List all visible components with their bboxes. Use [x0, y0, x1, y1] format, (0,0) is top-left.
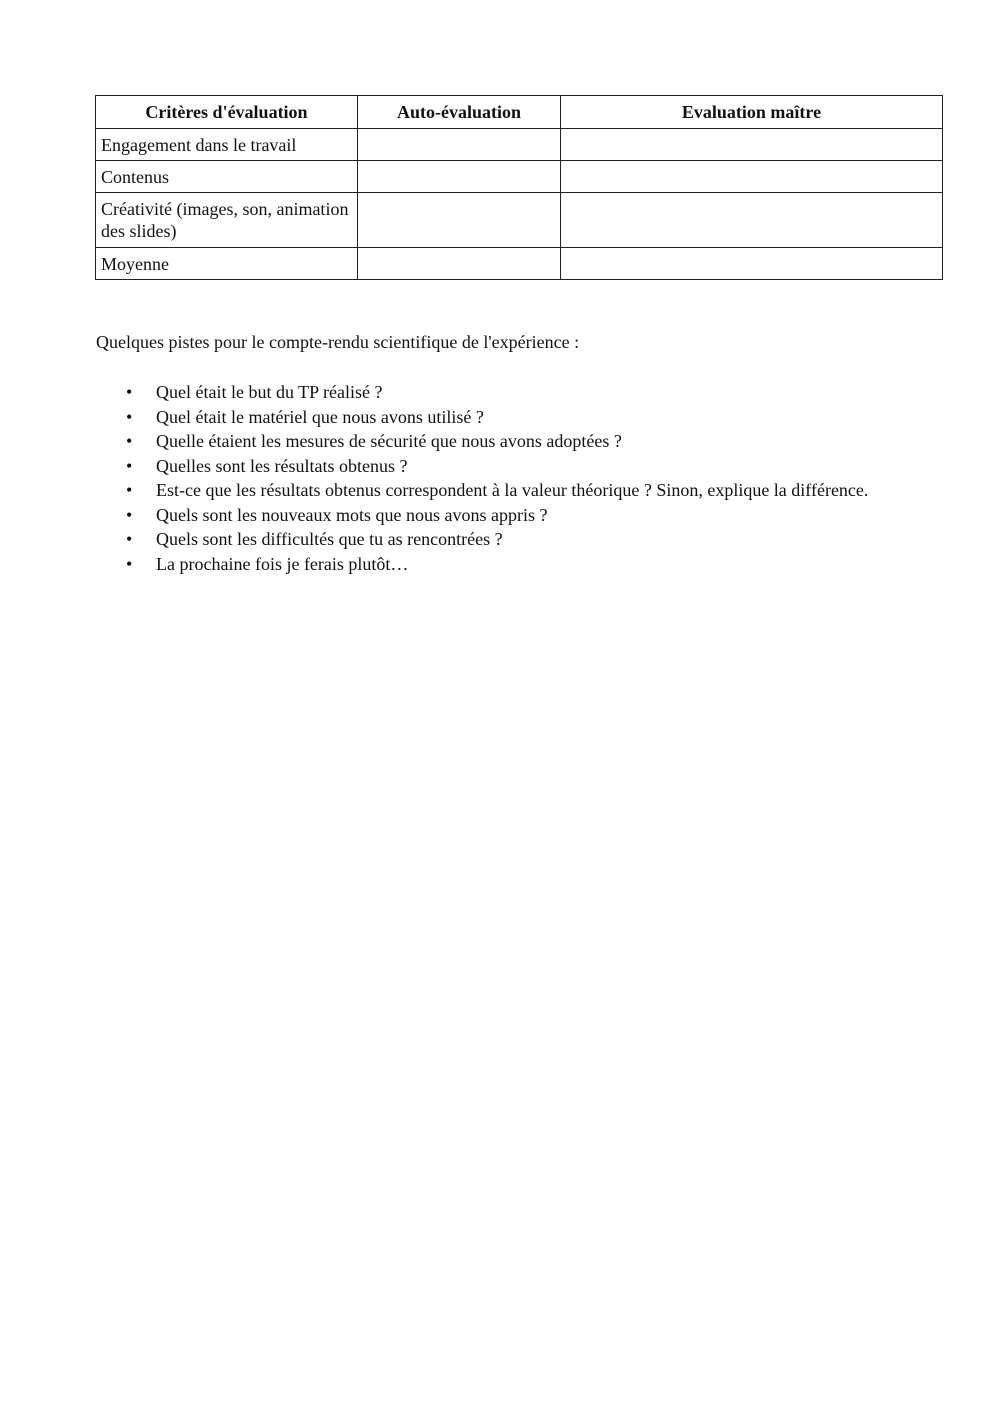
- self-evaluation-cell: [358, 248, 561, 280]
- header-teacher-evaluation: Evaluation maître: [561, 96, 943, 129]
- criteria-cell: Engagement dans le travail: [96, 129, 358, 161]
- bullet-icon: •: [126, 406, 133, 427]
- list-item: [126, 553, 906, 576]
- bullet-icon: •: [126, 529, 133, 549]
- teacher-evaluation-cell: [561, 161, 943, 193]
- teacher-evaluation-cell: [561, 129, 943, 161]
- list-item-text: Est-ce que les résultats obtenus correspondent à la valeur théorique ? Sinon, explique la différence.: [156, 480, 869, 500]
- table-row: [96, 193, 943, 248]
- self-evaluation-cell: [358, 161, 561, 193]
- evaluation-table: [95, 95, 943, 280]
- list-item-text: La prochaine fois je ferais plutôt…: [156, 553, 409, 574]
- bullet-icon: •: [126, 553, 133, 574]
- list-item-text: Quelles sont les résultats obtenus ?: [156, 455, 408, 476]
- list-item: [126, 406, 906, 429]
- bullet-icon: •: [126, 382, 133, 402]
- list-item-text: Quel était le matériel que nous avons utilisé ?: [156, 406, 484, 427]
- criteria-cell: Contenus: [96, 161, 358, 193]
- teacher-evaluation-cell: [561, 248, 943, 280]
- criteria-cell: Créativité (images, son, animation des slides): [96, 193, 358, 248]
- table-row: [96, 129, 943, 161]
- teacher-evaluation-cell: [561, 193, 943, 248]
- bullet-icon: •: [126, 455, 133, 476]
- table-row: [96, 248, 943, 280]
- self-evaluation-cell: [358, 129, 561, 161]
- bullet-icon: •: [126, 480, 133, 500]
- table-row: [96, 161, 943, 193]
- list-item: [126, 381, 906, 404]
- list-item-text: Quel était le but du TP réalisé ?: [156, 382, 383, 402]
- header-self-evaluation: Auto-évaluation: [358, 96, 561, 129]
- tips-list: [126, 381, 906, 577]
- list-item-text: Quels sont les nouveaux mots que nous avons appris ?: [156, 504, 548, 525]
- intro-paragraph: Quelques pistes pour le compte-rendu scientifique de l'expérience :: [96, 332, 580, 352]
- table-header-row: [96, 96, 943, 129]
- list-item-text: Quels sont les difficultés que tu as rencontrées ?: [156, 529, 503, 549]
- list-item: [126, 479, 906, 502]
- list-item-text: Quelle étaient les mesures de sécurité que nous avons adoptées ?: [156, 431, 622, 451]
- criteria-cell: Moyenne: [96, 248, 358, 280]
- bullet-icon: •: [126, 431, 133, 451]
- list-item: [126, 504, 906, 527]
- header-criteria: Critères d'évaluation: [96, 96, 358, 129]
- bullet-icon: •: [126, 504, 133, 525]
- self-evaluation-cell: [358, 193, 561, 248]
- list-item: [126, 455, 906, 478]
- list-item: [126, 430, 906, 453]
- list-item: [126, 528, 906, 551]
